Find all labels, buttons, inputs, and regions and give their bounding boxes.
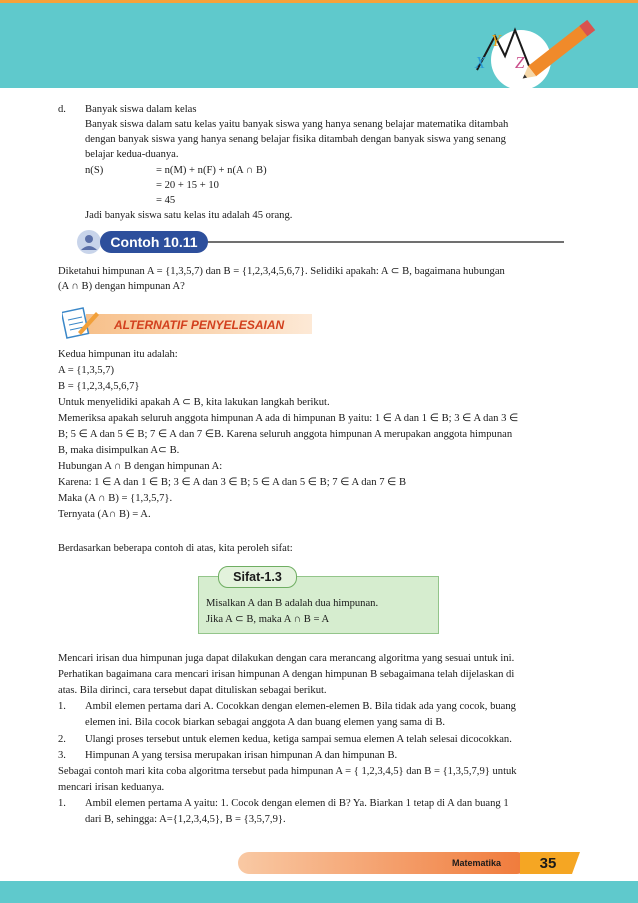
algo-para-1: Mencari irisan dua himpunan juga dapat dilakukan dengan cara merancang algoritma yang sesuai untuk ini. (58, 653, 515, 664)
section-d-title: Banyak siswa dalam kelas (85, 104, 197, 115)
footer-subject: Matematika (452, 858, 502, 868)
sifat-line-1: Misalkan A dan B adalah dua himpunan. (206, 598, 379, 609)
sifat-tab: Sifat-1.3 (218, 566, 297, 588)
solution-line-4: Untuk menyelidiki apakah A ⊂ B, kita lakukan langkah berikut. (58, 397, 330, 408)
algo-step-2-num: 2. (58, 734, 66, 745)
algo-example-1: Sebagai contoh mari kita coba algoritma tersebut pada himpunan A = { 1,2,3,4,5} dan B = {1,3,5,7,9} untuk (58, 766, 517, 777)
algo-para-3: atas. Bila dirinci, cara tersebut dapat dituliskan sebagai berikut. (58, 685, 327, 696)
section-d-marker: d. (58, 104, 66, 115)
section-d-para-2: dengan banyak siswa yang hanya senang belajar fisika ditambah dengan banyak siswa yang senang (85, 134, 506, 145)
solution-line-2: A = {1,3,5,7) (58, 365, 115, 376)
section-d-conclusion: Jadi banyak siswa satu kelas itu adalah 45 orang. (85, 210, 293, 221)
solution-line-10: Maka (A ∩ B) = {1,3,5,7}. (58, 493, 173, 504)
solution-line-3: B = {1,2,3,4,5,6,7} (58, 381, 140, 392)
solution-line-9: Karena: 1 ∈ A dan 1 ∈ B; 3 ∈ A dan 3 ∈ B; 5 ∈ A dan 5 ∈ B; 7 ∈ A dan 7 ∈ B (58, 477, 407, 488)
problem-line-2: (A ∩ B) dengan himpunan A? (58, 281, 185, 292)
algo-step-3-text: Himpunan A yang tersisa merupakan irisan himpunan A dan himpunan B. (85, 750, 398, 761)
contoh-banner (74, 229, 564, 255)
solution-line-11: Ternyata (A∩ B) = A. (58, 509, 151, 520)
algo-step-2-text: Ulangi proses tersebut untuk elemen kedua, ketiga sampai semua elemen A telah selesai dicocokkan. (85, 734, 512, 745)
solution-line-1: Kedua himpunan itu adalah: (58, 349, 178, 360)
algo-example-step-text-a: Ambil elemen pertama A yaitu: 1. Cocok dengan elemen di B? Ya. Biarkan 1 tetap di A dan buang 1 (85, 798, 509, 809)
sifat-intro: Berdasarkan beberapa contoh di atas, kita peroleh sifat: (58, 543, 293, 554)
problem-line-1: Diketahui himpunan A = {1,3,5,7) dan B = {1,2,3,4,5,6,7}. Selidiki apakah: A ⊂ B, bagaimana hubungan (58, 266, 505, 277)
logo-letter-x: X (475, 53, 486, 72)
section-d-para-1: Banyak siswa dalam satu kelas yaitu banyak siswa yang hanya senang belajar matematika ditambah (85, 119, 509, 130)
algo-step-1-num: 1. (58, 701, 66, 712)
equation-step-1: = n(M) + n(F) + n(A ∩ B) (156, 165, 267, 176)
algo-example-2: mencari irisan keduanya. (58, 782, 165, 793)
solution-line-8: Hubungan A ∩ B dengan himpunan A: (58, 461, 223, 472)
solution-line-7: B, maka disimpulkan A⊂ B. (58, 445, 180, 456)
xyz-pencil-logo (455, 8, 615, 90)
alternatif-banner (62, 306, 312, 340)
logo-letter-y: Y (491, 31, 501, 50)
header-accent-line (0, 0, 638, 3)
algo-step-1-text-b: elemen ini. Bila cocok biarkan sebagai anggota A dan buang elemen yang sama di B. (85, 717, 446, 728)
page-number: 35 (539, 855, 557, 872)
logo-letter-z: Z (515, 53, 525, 72)
equation-step-3: = 45 (156, 195, 176, 206)
algo-step-1-text-a: Ambil elemen pertama dari A. Cocokkan dengan elemen-elemen B. Bila tidak ada yang cocok, buang (85, 701, 516, 712)
solution-line-6: B; 5 ∈ A dan 5 ∈ B; 7 ∈ A dan 7 ∈B. Karena seluruh anggota himpunan A merupakan anggota himpunan (58, 429, 513, 440)
algo-step-3-num: 3. (58, 750, 66, 761)
contoh-label: Contoh 10.11 (110, 234, 198, 250)
equation-lhs: n(S) (85, 165, 104, 176)
equation-step-2: = 20 + 15 + 10 (156, 180, 219, 191)
section-d-para-3: belajar kedua-duanya. (85, 149, 179, 160)
algo-example-step-num: 1. (58, 798, 66, 809)
sifat-line-2: Jika A ⊂ B, maka A ∩ B = A (206, 614, 330, 625)
algo-example-step-text-b: dari B, sehingga: A={1,2,3,4,5}, B = {3,5,7,9}. (85, 814, 286, 825)
solution-line-5: Memeriksa apakah seluruh anggota himpunan A ada di himpunan B yaitu: 1 ∈ A dan 1 ∈ B; 3 ∈ A dan 3 ∈ (58, 413, 519, 424)
alternatif-label: ALTERNATIF PENYELESAIAN (114, 318, 285, 332)
algo-para-2: Perhatikan bagaimana cara mencari irisan himpunan A dengan himpunan B sebagaimana telah dijelaskan di (58, 669, 515, 680)
